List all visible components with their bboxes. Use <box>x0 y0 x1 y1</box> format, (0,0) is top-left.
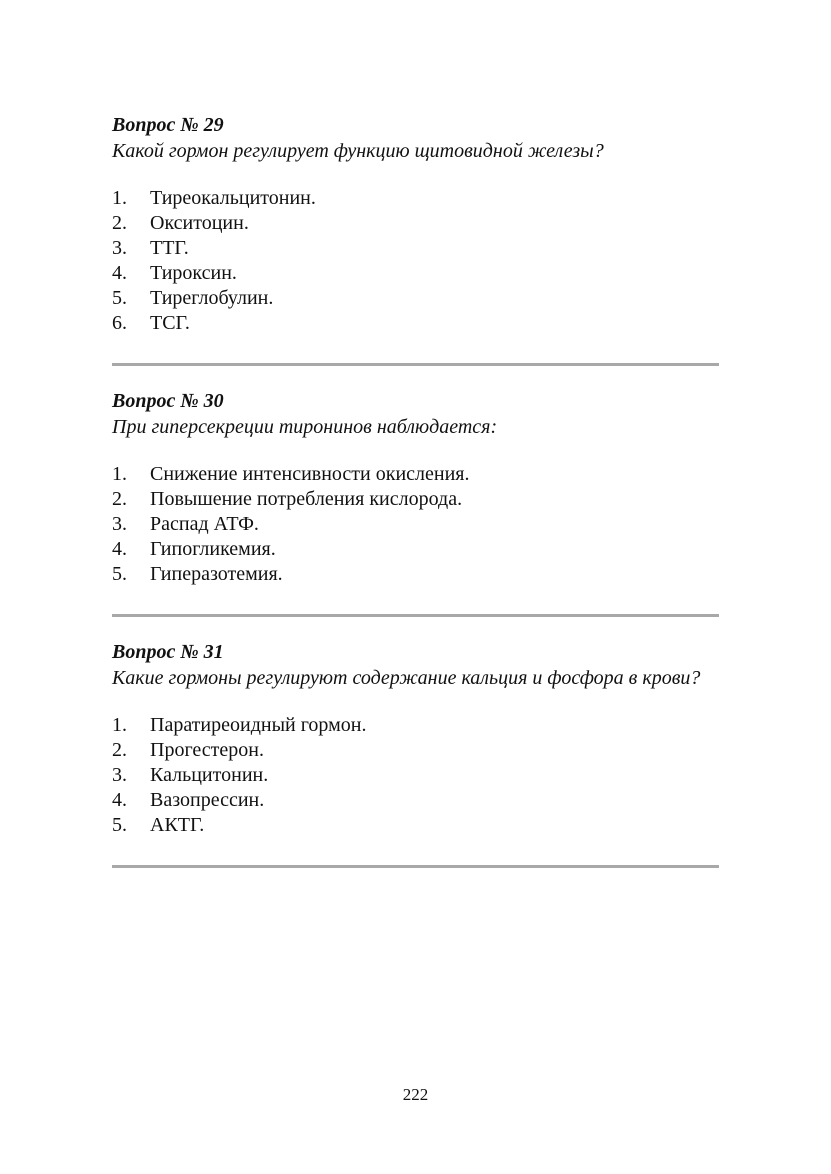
answer-text: ТТГ. <box>150 237 189 259</box>
answer-option <box>112 286 719 311</box>
answer-number: 1. <box>112 187 127 209</box>
question-divider <box>112 363 719 366</box>
answer-option <box>112 462 719 487</box>
answer-text: Тиреглобулин. <box>150 287 274 309</box>
answer-number: 4. <box>112 262 127 284</box>
answer-number: 4. <box>112 538 127 560</box>
answer-option <box>112 813 719 838</box>
answer-option <box>112 537 719 562</box>
answer-text: Повышение потребления кислорода. <box>150 488 463 510</box>
document-page <box>112 112 719 868</box>
answer-text: Паратиреоидный гормон. <box>150 714 367 736</box>
question-29 <box>112 112 719 336</box>
question-text: Какой гормон регулирует функцию щитовидной железы? <box>112 140 604 162</box>
answer-number: 3. <box>112 237 127 259</box>
answer-number: 4. <box>112 789 127 811</box>
answer-text: Тироксин. <box>150 262 237 284</box>
answer-text: Тиреокальцитонин. <box>150 187 316 209</box>
question-title: Вопрос № 31 <box>112 641 224 663</box>
question-title: Вопрос № 30 <box>112 390 224 412</box>
answer-number: 5. <box>112 287 127 309</box>
answer-option <box>112 713 719 738</box>
answer-text: Окситоцин. <box>150 212 249 234</box>
answer-option <box>112 211 719 236</box>
question-text: Какие гормоны регулируют содержание кальция и фосфора в крови? <box>112 667 701 689</box>
question-divider <box>112 614 719 617</box>
answer-number: 5. <box>112 814 127 836</box>
answer-text: АКТГ. <box>150 814 205 836</box>
answer-number: 6. <box>112 312 127 334</box>
answer-list <box>112 462 719 587</box>
answer-number: 3. <box>112 513 127 535</box>
answer-number: 2. <box>112 212 127 234</box>
answer-option <box>112 738 719 763</box>
answer-list <box>112 713 719 838</box>
answer-number: 5. <box>112 563 127 585</box>
question-title: Вопрос № 29 <box>112 114 224 136</box>
answer-text: Вазопрессин. <box>150 789 265 811</box>
page-number: 222 <box>402 1085 429 1104</box>
answer-number: 3. <box>112 764 127 786</box>
answer-text: Кальцитонин. <box>150 764 269 786</box>
question-text: При гиперсекреции тиронинов наблюдается: <box>112 416 498 438</box>
answer-list <box>112 186 719 336</box>
answer-option <box>112 487 719 512</box>
answer-number: 2. <box>112 739 127 761</box>
question-divider <box>112 865 719 868</box>
answer-number: 1. <box>112 463 127 485</box>
answer-number: 2. <box>112 488 127 510</box>
answer-option <box>112 186 719 211</box>
answer-number: 1. <box>112 714 127 736</box>
answer-option <box>112 311 719 336</box>
answer-option <box>112 236 719 261</box>
answer-option <box>112 261 719 286</box>
answer-option <box>112 512 719 537</box>
answer-option <box>112 562 719 587</box>
answer-text: Гиперазотемия. <box>150 563 283 585</box>
question-30 <box>112 388 719 587</box>
answer-option <box>112 788 719 813</box>
answer-option <box>112 763 719 788</box>
answer-text: Снижение интенсивности окисления. <box>150 463 470 485</box>
answer-text: ТСГ. <box>150 312 190 334</box>
answer-text: Прогестерон. <box>150 739 264 761</box>
answer-text: Распад АТФ. <box>150 513 259 535</box>
question-31 <box>112 639 719 838</box>
answer-text: Гипогликемия. <box>150 538 276 560</box>
